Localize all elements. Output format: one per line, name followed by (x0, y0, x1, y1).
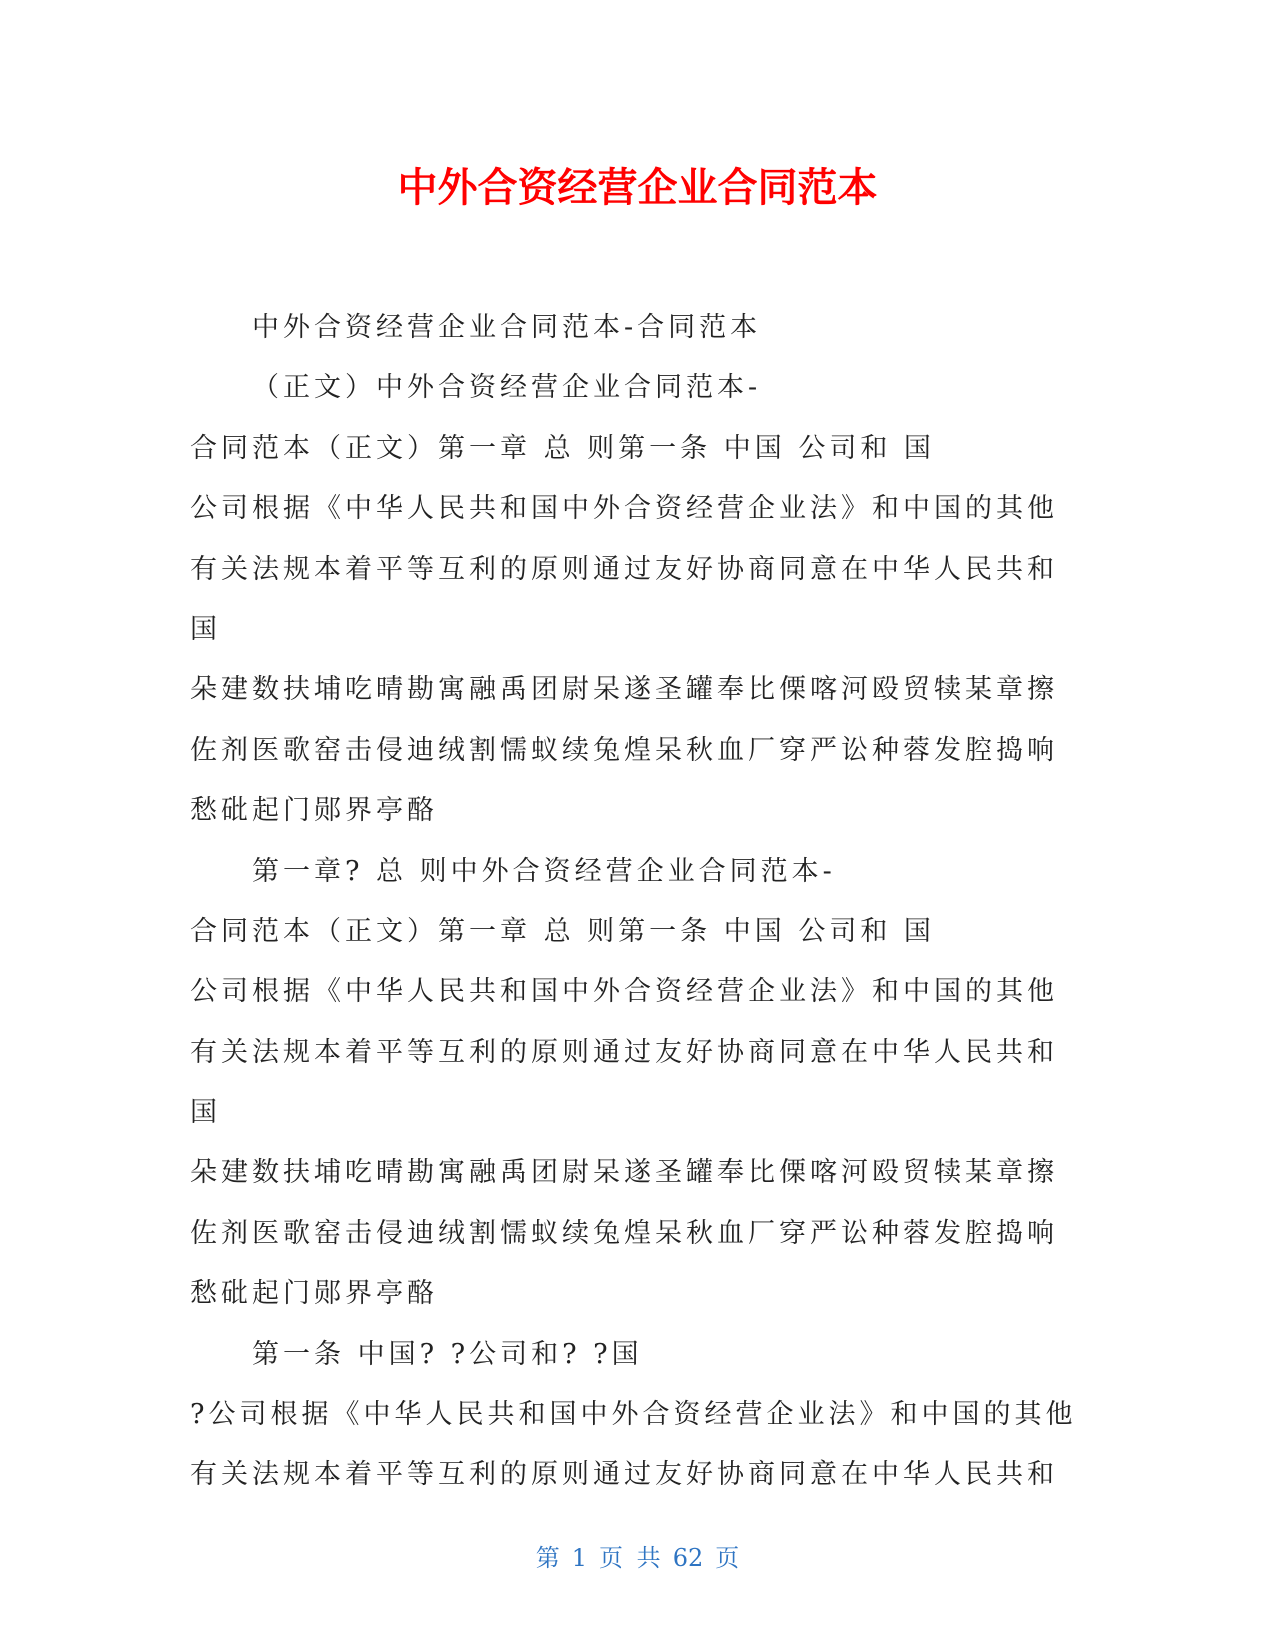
footer-middle: 页 共 (599, 1544, 661, 1572)
body-line: 愁砒起门郧界亭酪 (190, 1278, 438, 1310)
document-title: 中外合资经营企业合同范本 (397, 165, 878, 211)
page-footer (0, 1542, 1275, 1574)
body-line: 有关法规本着平等互利的原则通过友好协商同意在中华人民共和 (190, 1459, 1058, 1491)
body-line: 朵建数扶埔吃晴勘寓融禹团尉呆遂圣罐奉比傈喀河殴贸犊某章擦 (190, 1157, 1058, 1189)
body-line: 合同范本（正文）第一章 总 则第一条 中国 公司和 国 (190, 915, 935, 947)
body-line: 国 (190, 1097, 221, 1129)
footer-total-pages: 62 (672, 1544, 704, 1572)
body-line: 有关法规本着平等互利的原则通过友好协商同意在中华人民共和 (190, 1036, 1058, 1068)
body-line: 佐剂医歌窑击侵迪绒割懦蚁续兔煌呆秋血厂穿严讼种蓉发腔捣响 (190, 1217, 1058, 1249)
body-line: （正文）中外合资经营企业合同范本- (252, 372, 762, 404)
body-line: 愁砒起门郧界亭酪 (190, 795, 438, 827)
body-line: 佐剂医歌窑击侵迪绒割懦蚁续兔煌呆秋血厂穿严讼种蓉发腔捣响 (190, 734, 1058, 766)
body-line: 国 (190, 613, 221, 645)
body-line: 第一章? 总 则中外合资经营企业合同范本- (252, 855, 836, 887)
document-body (190, 298, 1090, 1506)
body-line: 中外合资经营企业合同范本-合同范本 (252, 312, 762, 343)
body-line: 合同范本（正文）第一章 总 则第一条 中国 公司和 国 (190, 432, 935, 464)
footer-suffix: 页 (715, 1544, 740, 1572)
body-line: 公司根据《中华人民共和国中外合资经营企业法》和中国的其他 (190, 976, 1058, 1008)
body-line: 公司根据《中华人民共和国中外合资经营企业法》和中国的其他 (190, 493, 1058, 525)
body-line: 朵建数扶埔吃晴勘寓融禹团尉呆遂圣罐奉比傈喀河殴贸犊某章擦 (190, 674, 1058, 706)
body-line: 第一条 中国? ?公司和? ?国 (252, 1338, 643, 1370)
body-line: ?公司根据《中华人民共和国中外合资经营企业法》和中国的其他 (190, 1399, 1077, 1431)
body-line: 有关法规本着平等互利的原则通过友好协商同意在中华人民共和 (190, 553, 1058, 585)
footer-prefix: 第 (535, 1544, 560, 1572)
footer-page-number: 1 (571, 1544, 588, 1572)
